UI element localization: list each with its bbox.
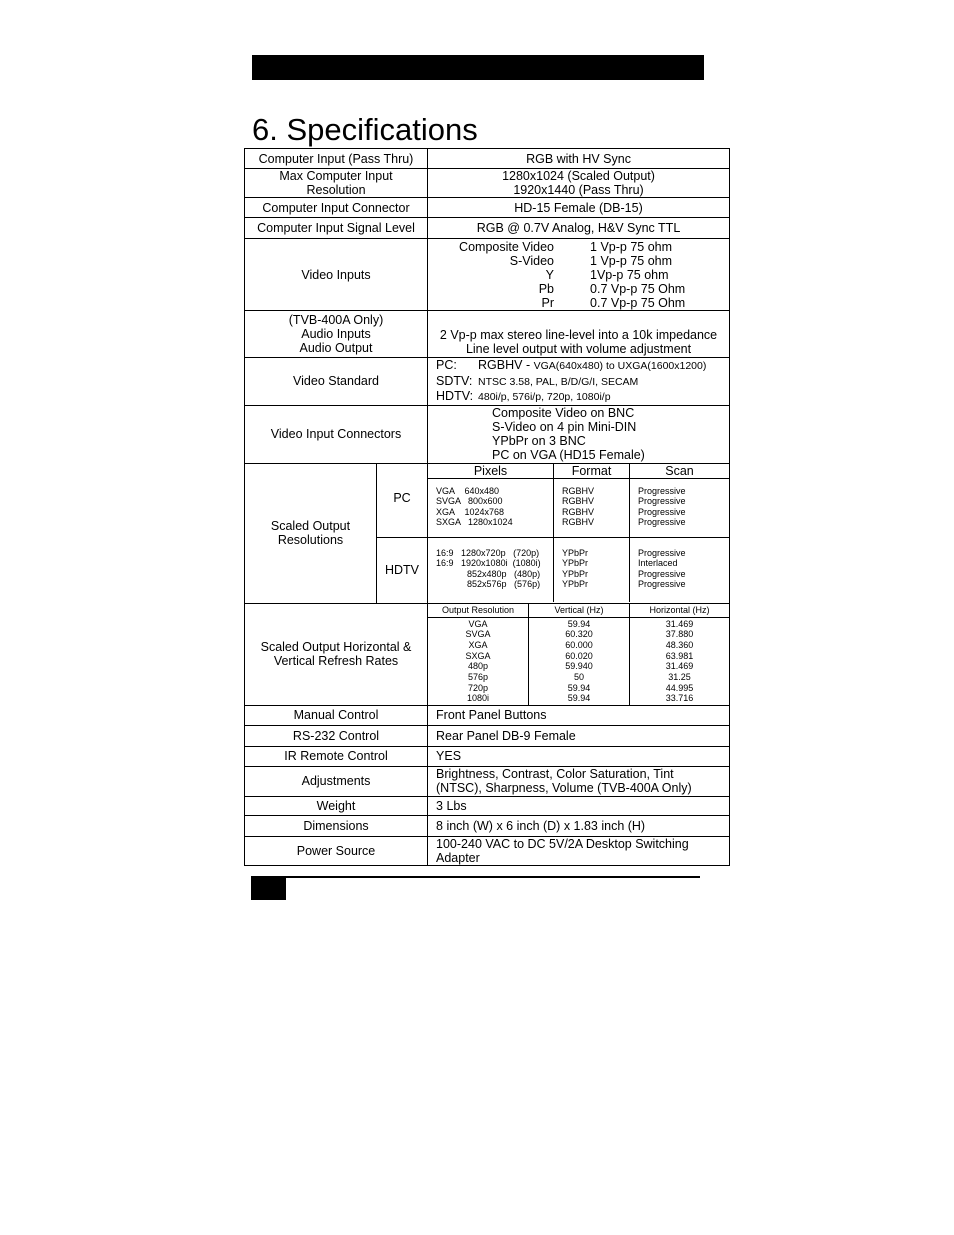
spec-value: Composite Video on BNC S-Video on 4 pin Mini-DIN YPbPr on 3 BNC PC on VGA (HD15 Female) (428, 405, 730, 463)
spec-row-rs232 (245, 725, 730, 746)
spec-value: HD-15 Female (DB-15) (428, 198, 730, 218)
spec-value: PC: RGBHV - VGA(640x480) to UXGA(1600x1200) SDTV: NTSC 3.58, PAL, B/D/G/I, SECAM HDTV: 480i/p, 576i/p, 720p, 1080i/p (428, 358, 730, 406)
spec-row-dimensions (245, 815, 730, 836)
spec-value: Rear Panel DB-9 Female (428, 725, 730, 746)
page-title: 6. Specifications (252, 112, 478, 147)
footer-page-block (251, 876, 286, 900)
spec-value: Composite Video S-Video Y Pb Pr 1 Vp-p 75 ohm 1 Vp-p 75 ohm 1Vp-p 75 ohm 0.7 Vp-p 75 Ohm 0.7 Vp-p 75 Ohm (428, 239, 730, 311)
spec-row-video-inputs (245, 239, 730, 311)
spec-label: Power Source (245, 836, 428, 865)
spec-label: Manual Control (245, 705, 428, 725)
spec-label: Computer Input (Pass Thru) (245, 149, 428, 169)
group-label-pc: PC (377, 463, 428, 537)
spec-value: Front Panel Buttons (428, 705, 730, 725)
spec-row-ir-remote (245, 746, 730, 766)
spec-row-adjustments (245, 766, 730, 796)
spec-label: Scaled Output Horizontal & Vertical Refresh Rates (245, 603, 428, 705)
spec-label: Dimensions (245, 815, 428, 836)
spec-label: Scaled Output Resolutions (245, 463, 377, 603)
spec-row-manual-control (245, 705, 730, 725)
spec-row-input-connector (245, 198, 730, 218)
spec-label: Weight (245, 796, 428, 815)
spec-row-signal-level (245, 218, 730, 239)
spec-label: Adjustments (245, 766, 428, 796)
spec-row-refresh-rates (245, 603, 730, 705)
spec-value: 3 Lbs (428, 796, 730, 815)
spec-row-power-source (245, 836, 730, 865)
spec-label: RS-232 Control (245, 725, 428, 746)
spec-value: Output Resolution Vertical (Hz) Horizontal (Hz) VGA SVGA XGA SXGA 480p 576p 720p 1080i 59.94 60.320 60.000 60.020 59.940 50 59.94 59.94 31.469 37.880 48.360 63.981 31.469 31.25 44.995 33.716 (428, 603, 730, 705)
group-label-hdtv: HDTV (377, 537, 428, 603)
spec-label: Video Input Connectors (245, 405, 428, 463)
spec-value: 1280x1024 (Scaled Output) 1920x1440 (Pass Thru) (428, 169, 730, 198)
spec-value: YES (428, 746, 730, 766)
spec-value: RGB @ 0.7V Analog, H&V Sync TTL (428, 218, 730, 239)
spec-row-video-connectors (245, 405, 730, 463)
specifications-table (244, 148, 730, 866)
spec-value: 100-240 VAC to DC 5V/2A Desktop Switching Adapter (428, 836, 730, 865)
spec-label: Max Computer Input Resolution (245, 169, 428, 198)
footer-rule (252, 876, 700, 878)
spec-row-weight (245, 796, 730, 815)
spec-label: Video Standard (245, 358, 428, 406)
spec-row-computer-input (245, 149, 730, 169)
spec-value: Pixels Format Scan VGA 640x480 SVGA 800x600 XGA 1024x768 SXGA 1280x1024 RGBHV RGBHV RGBHV RGBHV Progressive Progressive Progressive Progressive (428, 463, 730, 537)
spec-row-video-standard (245, 358, 730, 406)
spec-row-audio (245, 311, 730, 358)
spec-value: RGB with HV Sync (428, 149, 730, 169)
spec-label: Computer Input Connector (245, 198, 428, 218)
header-bar (252, 55, 704, 80)
spec-value: 2 Vp-p max stereo line-level into a 10k impedance Line level output with volume adjustment (428, 311, 730, 358)
spec-value: Brightness, Contrast, Color Saturation, Tint (NTSC), Sharpness, Volume (TVB-400A Only) (428, 766, 730, 796)
spec-row-scaled-resolutions-pc (245, 463, 730, 537)
spec-value: 8 inch (W) x 6 inch (D) x 1.83 inch (H) (428, 815, 730, 836)
spec-label: (TVB-400A Only) Audio Inputs Audio Output (245, 311, 428, 358)
spec-label: Computer Input Signal Level (245, 218, 428, 239)
spec-label: Video Inputs (245, 239, 428, 311)
spec-label: IR Remote Control (245, 746, 428, 766)
spec-value: 16:9 1280x720p (720p) 16:9 1920x1080i (1080i) 852x480p (480p) 852x576p (576p) YPbPr YPbPr YPbPr YPbPr Progressive Interlaced Progressive Progressive (428, 537, 730, 603)
spec-row-max-input-resolution (245, 169, 730, 198)
